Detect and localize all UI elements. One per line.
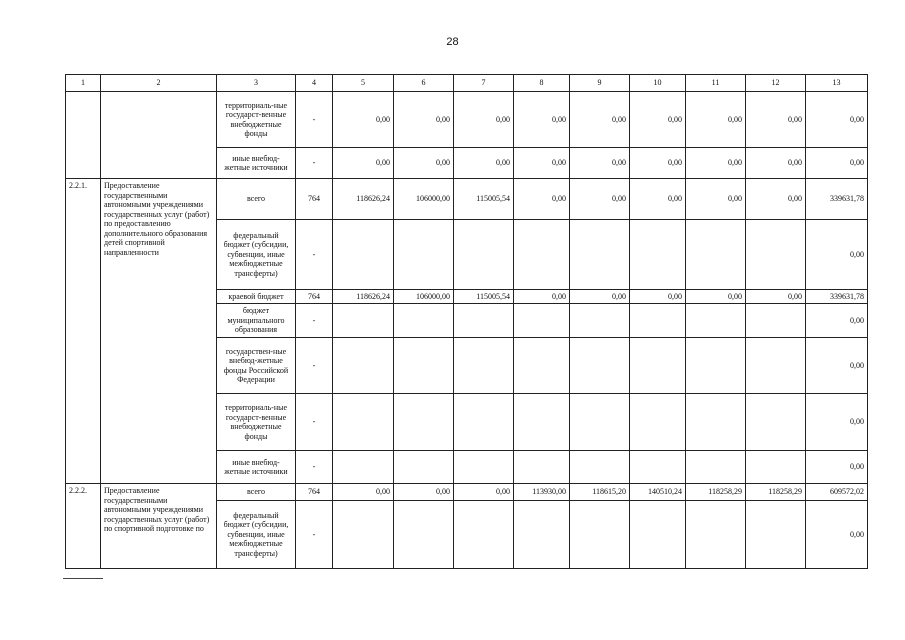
source-cell: территориаль-ные государст-венные внебюджетные фонды <box>217 92 296 148</box>
value-cell <box>630 501 686 569</box>
source-cell: федеральный бюджет (субсидии, субвенции, иные межбюджетные трансферты) <box>217 220 296 290</box>
value-cell: 0,00 <box>686 290 746 304</box>
value-cell <box>514 220 570 290</box>
value-cell: 0,00 <box>514 148 570 179</box>
value-cell: 0,00 <box>333 484 394 501</box>
value-cell: 0,00 <box>454 148 514 179</box>
value-cell: 0,00 <box>630 148 686 179</box>
value-cell <box>570 304 630 338</box>
value-cell: 140510,24 <box>630 484 686 501</box>
value-cell <box>570 501 630 569</box>
value-cell: 118615,20 <box>570 484 630 501</box>
value-cell <box>394 338 454 394</box>
value-cell <box>746 304 806 338</box>
item-name: Предоставление государственными автономными учреждениями государственных услуг (работ) по предоставлению дополнительного образования детей спортивной направленности <box>101 179 217 484</box>
header-cell: 5 <box>333 75 394 92</box>
value-cell: 0,00 <box>570 290 630 304</box>
value-cell <box>454 501 514 569</box>
source-cell: государствен-ные внебюд-жетные фонды Российской Федерации <box>217 338 296 394</box>
source-cell: федеральный бюджет (субсидии, субвенции, иные межбюджетные трансферты) <box>217 501 296 569</box>
code4-cell: 764 <box>296 484 333 501</box>
code4-cell: - <box>296 501 333 569</box>
value-cell: 0,00 <box>333 148 394 179</box>
code4-cell: - <box>296 338 333 394</box>
total-cell: 0,00 <box>806 304 868 338</box>
header-cell: 2 <box>101 75 217 92</box>
name-cell <box>101 92 217 179</box>
value-cell: 339631,78 <box>806 290 868 304</box>
item-code: 2.2.2. <box>66 484 101 569</box>
value-cell <box>394 451 454 484</box>
value-cell: 0,00 <box>630 92 686 148</box>
value-cell: 0,00 <box>333 92 394 148</box>
item-name: Предоставление государственными автономными учреждениями государственных услуг (работ) по спортивной подготовке по <box>101 484 217 569</box>
value-cell <box>514 394 570 451</box>
header-cell: 6 <box>394 75 454 92</box>
source-cell: территориаль-ные государст-венные внебюджетные фонды <box>217 394 296 451</box>
item-code: 2.2.1. <box>66 179 101 484</box>
value-cell <box>746 501 806 569</box>
value-cell <box>570 451 630 484</box>
value-cell <box>570 220 630 290</box>
source-cell: иные внебюд-жетные источники <box>217 451 296 484</box>
total-cell: 0,00 <box>806 501 868 569</box>
value-cell <box>454 304 514 338</box>
source-cell: бюджет муниципального образования <box>217 304 296 338</box>
header-cell: 8 <box>514 75 570 92</box>
value-cell <box>630 451 686 484</box>
header-row <box>66 75 868 92</box>
value-cell: 0,00 <box>454 484 514 501</box>
value-cell <box>514 338 570 394</box>
value-cell <box>686 304 746 338</box>
value-cell: 0,00 <box>394 484 454 501</box>
value-cell: 106000,00 <box>394 179 454 220</box>
header-cell: 10 <box>630 75 686 92</box>
value-cell <box>454 451 514 484</box>
value-cell: 0,00 <box>746 92 806 148</box>
header-cell: 1 <box>66 75 101 92</box>
code4-cell: 764 <box>296 290 333 304</box>
value-cell <box>333 220 394 290</box>
value-cell <box>686 451 746 484</box>
code4-cell: 764 <box>296 179 333 220</box>
value-cell: 0,00 <box>514 92 570 148</box>
value-cell <box>570 394 630 451</box>
total-cell: 0,00 <box>806 451 868 484</box>
code4-cell: - <box>296 92 333 148</box>
code4-cell: - <box>296 220 333 290</box>
total-cell: 0,00 <box>806 220 868 290</box>
value-cell <box>333 394 394 451</box>
code4-cell: - <box>296 451 333 484</box>
value-cell: 0,00 <box>746 290 806 304</box>
value-cell: 0,00 <box>746 148 806 179</box>
value-cell <box>333 338 394 394</box>
total-cell: 0,00 <box>806 338 868 394</box>
value-cell: 0,00 <box>630 179 686 220</box>
value-cell <box>746 394 806 451</box>
value-cell: 0,00 <box>570 179 630 220</box>
header-cell: 12 <box>746 75 806 92</box>
header-cell: 11 <box>686 75 746 92</box>
value-cell: 0,00 <box>394 148 454 179</box>
table-row <box>66 92 868 148</box>
source-cell: иные внебюд-жетные источники <box>217 148 296 179</box>
value-cell <box>686 338 746 394</box>
header-cell: 4 <box>296 75 333 92</box>
value-cell: 0,00 <box>394 92 454 148</box>
value-cell: 0,00 <box>570 92 630 148</box>
value-cell <box>746 451 806 484</box>
header-cell: 7 <box>454 75 514 92</box>
value-cell: 609572,02 <box>806 484 868 501</box>
value-cell <box>514 451 570 484</box>
value-cell <box>570 338 630 394</box>
value-cell: 0,00 <box>514 179 570 220</box>
value-cell: 0,00 <box>514 290 570 304</box>
value-cell <box>454 220 514 290</box>
value-cell <box>630 394 686 451</box>
header-cell: 3 <box>217 75 296 92</box>
value-cell <box>630 304 686 338</box>
value-cell <box>686 394 746 451</box>
value-cell <box>394 394 454 451</box>
source-cell: краевой бюджет <box>217 290 296 304</box>
value-cell: 106000,00 <box>394 290 454 304</box>
page-number: 28 <box>446 36 459 48</box>
total-cell: 0,00 <box>806 394 868 451</box>
header-cell: 9 <box>570 75 630 92</box>
header-cell: 13 <box>806 75 868 92</box>
code-cell <box>66 92 101 179</box>
value-cell: 0,00 <box>806 148 868 179</box>
value-cell <box>333 451 394 484</box>
code4-cell: - <box>296 304 333 338</box>
value-cell <box>746 220 806 290</box>
table-row <box>66 179 868 220</box>
table-bottom-rule <box>63 578 103 579</box>
value-cell: 0,00 <box>686 179 746 220</box>
value-cell: 118626,24 <box>333 179 394 220</box>
code4-cell: - <box>296 394 333 451</box>
value-cell <box>394 501 454 569</box>
value-cell <box>514 501 570 569</box>
value-cell <box>746 338 806 394</box>
value-cell: 339631,78 <box>806 179 868 220</box>
value-cell: 0,00 <box>570 148 630 179</box>
value-cell: 115005,54 <box>454 179 514 220</box>
value-cell <box>630 220 686 290</box>
value-cell: 0,00 <box>630 290 686 304</box>
value-cell <box>630 338 686 394</box>
budget-table <box>65 74 868 569</box>
value-cell <box>333 304 394 338</box>
value-cell <box>686 220 746 290</box>
value-cell <box>454 394 514 451</box>
value-cell: 0,00 <box>454 92 514 148</box>
value-cell: 118626,24 <box>333 290 394 304</box>
value-cell <box>514 304 570 338</box>
value-cell <box>394 220 454 290</box>
value-cell <box>686 501 746 569</box>
value-cell: 0,00 <box>686 92 746 148</box>
value-cell: 118258,29 <box>686 484 746 501</box>
source-cell: всего <box>217 179 296 220</box>
value-cell: 118258,29 <box>746 484 806 501</box>
value-cell: 0,00 <box>806 92 868 148</box>
value-cell <box>333 501 394 569</box>
value-cell: 113930,00 <box>514 484 570 501</box>
source-cell: всего <box>217 484 296 501</box>
value-cell: 0,00 <box>686 148 746 179</box>
table-row <box>66 484 868 501</box>
value-cell <box>394 304 454 338</box>
value-cell <box>454 338 514 394</box>
value-cell: 115005,54 <box>454 290 514 304</box>
value-cell: 0,00 <box>746 179 806 220</box>
code4-cell: - <box>296 148 333 179</box>
